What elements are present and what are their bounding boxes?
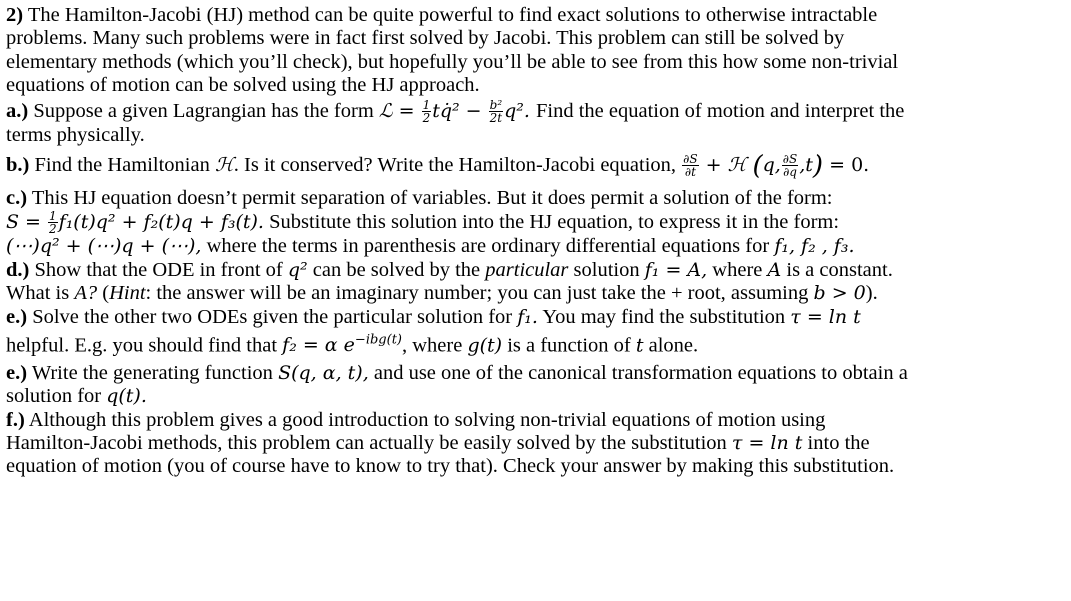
fraction-b2-2t: $\frac{\text{b²}}{2t}$	[489, 98, 503, 126]
intro-line-3: elementary methods (which you’ll check), but hopefully you’ll be able to see from this how some non-trivial	[6, 50, 899, 73]
part-c-line-2: S = $\frac{1}{2}$ f₁(t)q² + f₂(t)q + f₃(t). Substitute this solution into the HJ equation, to express it in the form:	[6, 209, 840, 237]
intro-line-1: 2) The Hamilton-Jacobi (HJ) method can be quite powerful to find exact solutions to otherwise intractable	[6, 4, 878, 26]
part-a-line-2: terms physically.	[6, 124, 145, 147]
hj-equation: $\frac{\partial S}{\partial t}$ + ℋ (q, $\frac{\partial S}{\partial q}$ ,t) = 0.	[683, 150, 870, 181]
part-f-line-3: equation of motion (you of course have to know to try that). Check your answer by making this substitution.	[6, 455, 895, 478]
part-a-label: a.)	[6, 99, 29, 122]
part-d-label: d.)	[6, 258, 30, 281]
part-b-line-1: b.) Find the Hamiltonian ℋ. Is it conserved? Write the Hamilton-Jacobi equation, $\frac{\partial S}{\partial t}$ + ℋ (q, $\frac{\partial S}{\partial q}$ ,t) = 0.	[6, 150, 870, 181]
intro-line-2: problems. Many such problems were in fact first solved by Jacobi. This problem can still be solved by	[6, 27, 845, 50]
part-b-label: b.)	[6, 153, 30, 176]
part-f-line-1: f.) Although this problem gives a good introduction to solving non-trivial equations of motion using	[6, 408, 826, 431]
part-e2-line-2: solution for q(t).	[6, 385, 147, 408]
part-e2-label: e.)	[6, 361, 28, 384]
fraction-half: $\frac{1}{2}$	[422, 98, 431, 126]
problem-number: 2)	[6, 4, 24, 26]
part-d-line-1: d.) Show that the ODE in front of q² can be solved by the particular solution f₁ = A, where A is a constant.	[6, 258, 893, 281]
part-e1-line-1: e.) Solve the other two ODEs given the particular solution for f₁. You may find the substitution τ = ln t	[6, 305, 861, 328]
part-f-line-2: Hamilton-Jacobi methods, this problem can actually be easily solved by the substitution τ = ln t into the	[6, 432, 870, 455]
part-c-line-3: (⋯)q² + (⋯)q + (⋯), where the terms in parenthesis are ordinary differential equations for f₁, f₂ , f₃.	[6, 235, 855, 258]
part-c-line-1: c.) This HJ equation doesn’t permit separation of variables. But it does permit a solution of the form:	[6, 186, 833, 209]
part-c-label: c.)	[6, 186, 28, 209]
intro-line-4: equations of motion can be solved using the HJ approach.	[6, 74, 480, 97]
part-e1-label: e.)	[6, 305, 28, 328]
part-f-label: f.)	[6, 408, 25, 431]
part-a-line-1: a.) Suppose a given Lagrangian has the form ℒ = $\frac{1}{2}$ tq̇² − $\frac{\text{b²}}{2t}$ q². Find the equation of motion and interpret the	[6, 98, 905, 126]
part-e2-line-1: e.) Write the generating function S(q, α, t), and use one of the canonical transformation equations to obtain a	[6, 361, 908, 384]
part-d-line-2: What is A? (Hint: the answer will be an imaginary number; you can just take the + root, assuming b > 0).	[6, 282, 878, 305]
lagrangian-expression: ℒ = $\frac{1}{2}$ tq̇² − $\frac{\text{b²}}{2t}$ q².	[378, 98, 530, 126]
part-e1-line-2: helpful. E.g. you should find that f₂ = α $e^{-ibg(t)}$, where g(t) is a function of t alone.	[6, 333, 699, 357]
